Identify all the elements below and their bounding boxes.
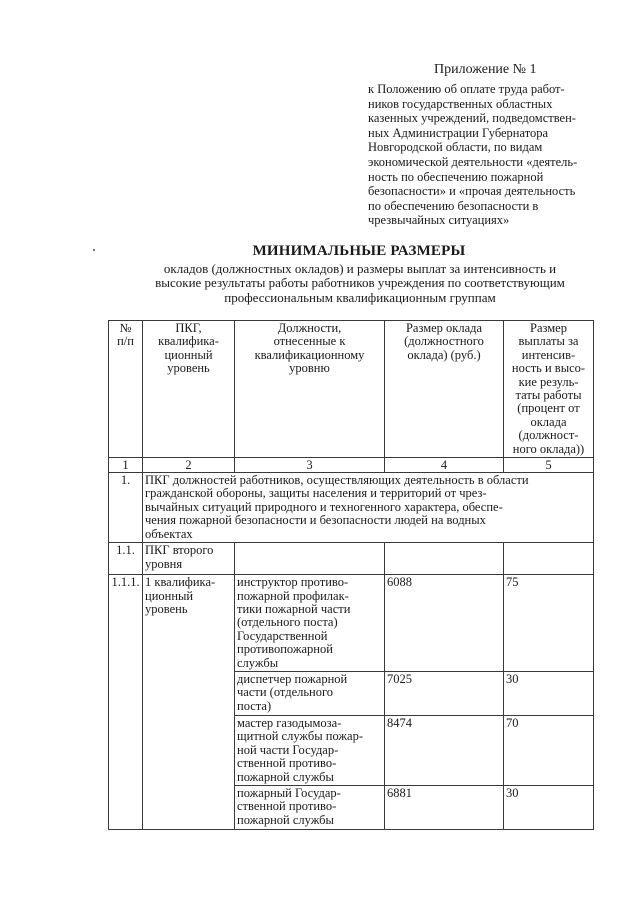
position-line: щитной службы пожар- (237, 729, 363, 744)
position-line: пожарной службы (237, 769, 334, 784)
payment-percent: 30 (504, 671, 594, 715)
empty-cell (504, 543, 594, 575)
column-number: 5 (504, 458, 594, 473)
position-line: Государственной (237, 628, 328, 643)
position-line: диспетчер пожарной (237, 671, 348, 686)
header-salary (385, 321, 504, 458)
level-line: 1 квалифика- (145, 575, 216, 590)
row-number: 1.1. (109, 543, 143, 575)
empty-cell (385, 543, 504, 575)
header-line: ционный (164, 347, 213, 362)
position-title (235, 715, 385, 785)
salary-value: 8474 (385, 715, 504, 785)
appendix-line: Новгородской области, по видам (368, 140, 543, 155)
header-line: (процент от (517, 401, 580, 416)
row-number: 1. (109, 473, 143, 543)
header-line: выплаты за (518, 334, 579, 349)
header-line: п/п (117, 334, 134, 349)
appendix-title: Приложение № 1 (434, 62, 537, 77)
column-number: 4 (385, 458, 504, 473)
position-line: ственной противо- (237, 756, 337, 771)
position-line: ственной противо- (237, 799, 337, 814)
group-row (109, 473, 594, 543)
appendix-line: ность по обеспечению пожарной (368, 169, 544, 184)
position-line: тики пожарной части (237, 601, 351, 616)
header-line: ного оклада)) (512, 441, 585, 456)
position-line: поста) (237, 698, 272, 713)
header-pkg (143, 321, 235, 458)
header-line: ность и высо- (511, 361, 586, 376)
subgroup-row (109, 543, 594, 575)
position-line: пожарный Государ- (237, 785, 341, 800)
position-row (109, 575, 594, 672)
position-line: пожарной профилак- (237, 588, 349, 603)
document-heading: МИНИМАЛЬНЫЕ РАЗМЕРЫ (252, 243, 466, 259)
position-title (235, 575, 385, 672)
payment-percent: 75 (504, 575, 594, 672)
header-line: Размер (530, 321, 567, 335)
level-line: уровень (145, 601, 188, 616)
position-line: службы (237, 655, 279, 670)
column-number: 3 (235, 458, 385, 473)
appendix-line: ников государственных областных (368, 96, 553, 111)
header-line: уровень (167, 361, 210, 376)
group-line: объектах (145, 526, 193, 541)
appendix-text (368, 82, 608, 228)
salary-value: 7025 (385, 671, 504, 715)
group-line: гражданской обороны, защиты населения и территорий от чрез- (145, 486, 487, 501)
appendix-line: чрезвычайных ситуациях» (368, 213, 510, 228)
payment-percent: 30 (504, 785, 594, 829)
group-line: ПКГ должностей работников, осуществляющих деятельность в области (145, 473, 529, 488)
header-line: уровню (289, 361, 330, 376)
column-number: 2 (143, 458, 235, 473)
appendix-line: казенных учреждений, подведомствен- (368, 111, 576, 126)
payment-percent: 70 (504, 715, 594, 785)
group-title (143, 473, 594, 543)
salary-table (108, 320, 594, 830)
row-number: 1.1.1. (109, 575, 143, 830)
subgroup-title (143, 543, 235, 575)
group-line: вычайных ситуаций природного и техногенного характера, обеспе- (145, 499, 503, 514)
group-line: чения пожарной безопасности и безопасности людей на водных (145, 513, 486, 528)
column-number: 1 (109, 458, 143, 473)
position-line: пожарной службы (237, 812, 334, 827)
appendix-line: по обеспечению безопасности в (368, 198, 539, 213)
subgroup-line: уровня (145, 556, 183, 571)
header-payment (504, 321, 594, 458)
level-line: ционный (145, 588, 194, 603)
header-line: (должност- (518, 428, 579, 443)
appendix-line: к Положению об оплате труда работ- (368, 82, 565, 96)
qualification-level (143, 575, 235, 830)
header-line: оклада) (руб.) (407, 347, 481, 362)
subheading-line: профессиональным квалификационным группам (224, 289, 496, 305)
header-line: Размер оклада (405, 321, 483, 335)
header-positions (235, 321, 385, 458)
salary-value: 6881 (385, 785, 504, 829)
header-line: (должностного (404, 334, 484, 349)
position-line: части (отдельного (237, 685, 334, 700)
column-number-row (109, 458, 594, 473)
subgroup-line: ПКГ второго (145, 543, 214, 558)
position-line: противопожарной (237, 642, 333, 657)
table-header-row (109, 321, 594, 458)
appendix-line: экономической деятельности «деятель- (368, 154, 578, 169)
header-line: № (119, 321, 132, 335)
salary-value: 6088 (385, 575, 504, 672)
header-line: кие резуль- (518, 374, 579, 389)
position-line: мастер газодымоза- (237, 715, 342, 730)
subheading-line: окладов (должностных окладов) и размеры выплат за интенсивность и (163, 261, 557, 276)
position-title (235, 785, 385, 829)
position-line: ной части Государ- (237, 742, 339, 757)
header-line: таты работы (515, 388, 582, 403)
appendix-line: безопасности» и «прочая деятельность (368, 184, 576, 199)
position-line: инструктор противо- (237, 575, 349, 590)
empty-cell (235, 543, 385, 575)
appendix-line: ных Администрации Губернатора (368, 125, 549, 140)
header-line: отнесенные к (273, 334, 346, 349)
header-number (109, 321, 143, 458)
header-line: интенсив- (521, 347, 576, 362)
header-line: оклада (530, 414, 567, 429)
subheading-line: высокие результаты работы работников учреждения по соответствующим (155, 275, 565, 291)
header-line: Должности, (277, 321, 342, 335)
position-line: (отдельного поста) (237, 615, 338, 630)
header-line: квалификационному (254, 347, 365, 362)
header-line: ПКГ, (175, 321, 202, 335)
header-line: квалифика- (158, 334, 219, 349)
position-title (235, 671, 385, 715)
document-subheading (100, 262, 620, 305)
